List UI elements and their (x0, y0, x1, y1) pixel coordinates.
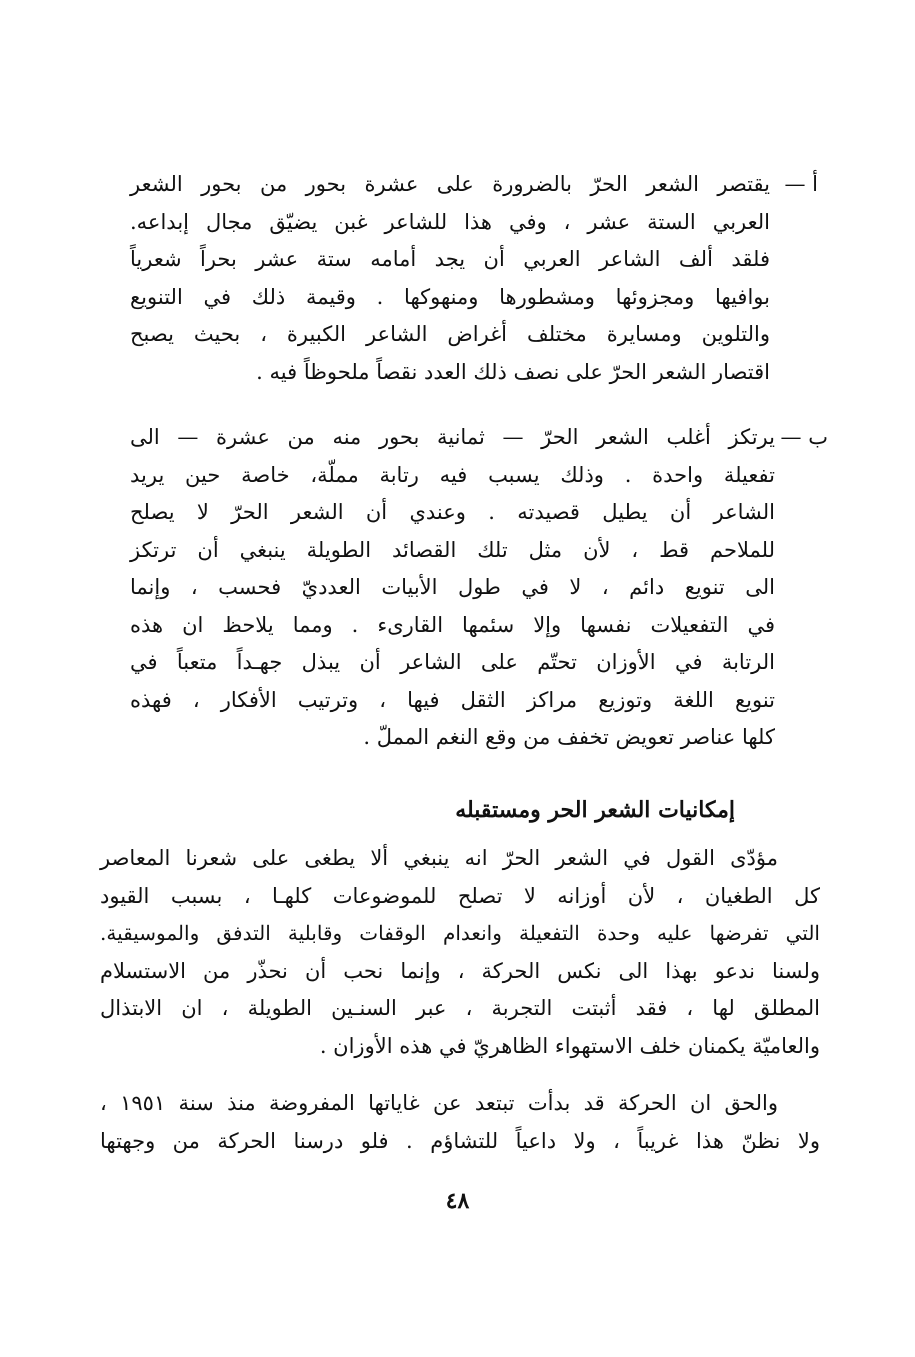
item-b-line-7: الرتابة في الأوزان تحتّم على الشاعر أن يبذل جهـداً متعباً في (130, 650, 775, 674)
item-b-line-3: الشاعر أن يطيل قصيدته . وعندي أن الشعر الحرّ لا يصلح (130, 500, 775, 524)
paragraph-1-line-1: مؤدّى القول في الشعر الحرّ انه ينبغي ألا يطغى على شعرنا المعاصر (100, 846, 778, 870)
paragraph-1-line-2: كل الطغيان ، لأن أوزانه لا تصلح للموضوعات كلهـا ، بسبب القيود (100, 883, 820, 908)
item-b-line-4: للملاحم قط ، لأن مثل تلك القصائد الطويلة ينبغي أن ترتكز (130, 537, 775, 562)
page-number: ٤٨ (445, 1188, 470, 1214)
paragraph-1 (100, 840, 820, 1065)
item-b-line-1: يرتكز أغلب الشعر الحرّ — ثمانية بحور منه من عشرة — الى (130, 425, 775, 449)
item-a-line-3: فلقد ألف الشاعر العربي أن يجد أمامه ستة عشر بحراً شعرياً (130, 247, 770, 271)
list-item-b (130, 419, 828, 757)
paragraph-2 (100, 1085, 820, 1160)
item-b-line-2: تفعيلة واحدة . وذلك يسبب فيه رتابة مملّة، خاصة حين يريد (130, 462, 775, 487)
paragraph-1-line-6: والعاميّة يكمنان خلف الاستهواء الظاهريّ في هذه الأوزان . (319, 1033, 820, 1058)
item-a-line-4: بوافيها ومجزوئها ومشطورها ومنهوكها . وقيمة ذلك في التنويع (130, 284, 770, 309)
paragraph-1-line-5: المطلق لها ، فقد أثبتت التجربة ، عبر السنـين الطويلة ، ان الابتذال (100, 996, 820, 1020)
item-a-line-1: يقتصر الشعر الحرّ بالضرورة على عشرة بحور من بحور الشعر (130, 172, 770, 196)
item-b-line-5: الى تنويع دائم ، لا في طول الأبيات العدديّ فحسب ، وإنما (130, 575, 775, 599)
list-marker-a: أ — (784, 172, 818, 196)
item-a-line-2: العربي الستة عشر ، وفي هذا للشاعر غبن يضيّق مجال إبداعه. (130, 209, 770, 234)
paragraph-2-line-2: ولا نظنّ هذا غريباً ، ولا داعياً للتشاؤم . فلو درسنا الحركة من وجهتها (100, 1128, 820, 1153)
item-b-line-6: في التفعيلات نفسها وإلا سئمها القارىء . ومما يلاحظ ان هذه (130, 612, 775, 637)
list-marker-b: ب — (780, 425, 828, 449)
paragraph-1-line-4: ولسنا ندعو بهذا الى نكس الحركة ، وإنما نحب أن نحذّر من الاستسلام (100, 958, 820, 983)
item-a-line-5: والتلوين ومسايرة مختلف أغراض الشاعر الكبيرة ، بحيث يصبح (130, 322, 770, 346)
list-item-a (130, 166, 818, 391)
paragraph-2-line-1: والحق ان الحركة قد بدأت تبتعد عن غاياتها المفروضة منذ سنة ١٩٥١ ، (100, 1091, 778, 1115)
item-a-line-6: اقتصار الشعر الحرّ على نصف ذلك العدد نقصاً ملحوظاً فيه . (256, 359, 770, 384)
paragraph-1-line-3: التي تفرضها عليه وحدة التفعيلة وانعدام الوقفات وقابلية التدفق والموسيقية. (100, 921, 820, 945)
section-heading: إمكانيات الشعر الحر ومستقبله (455, 797, 735, 823)
item-b-line-8: تنويع اللغة وتوزيع مراكز الثقل فيها ، وترتيب الأفكار ، فهذه (130, 687, 775, 712)
item-b-line-9: كلها عناصر تعويض تخفف من وقع النغم المملّ . (363, 725, 775, 749)
